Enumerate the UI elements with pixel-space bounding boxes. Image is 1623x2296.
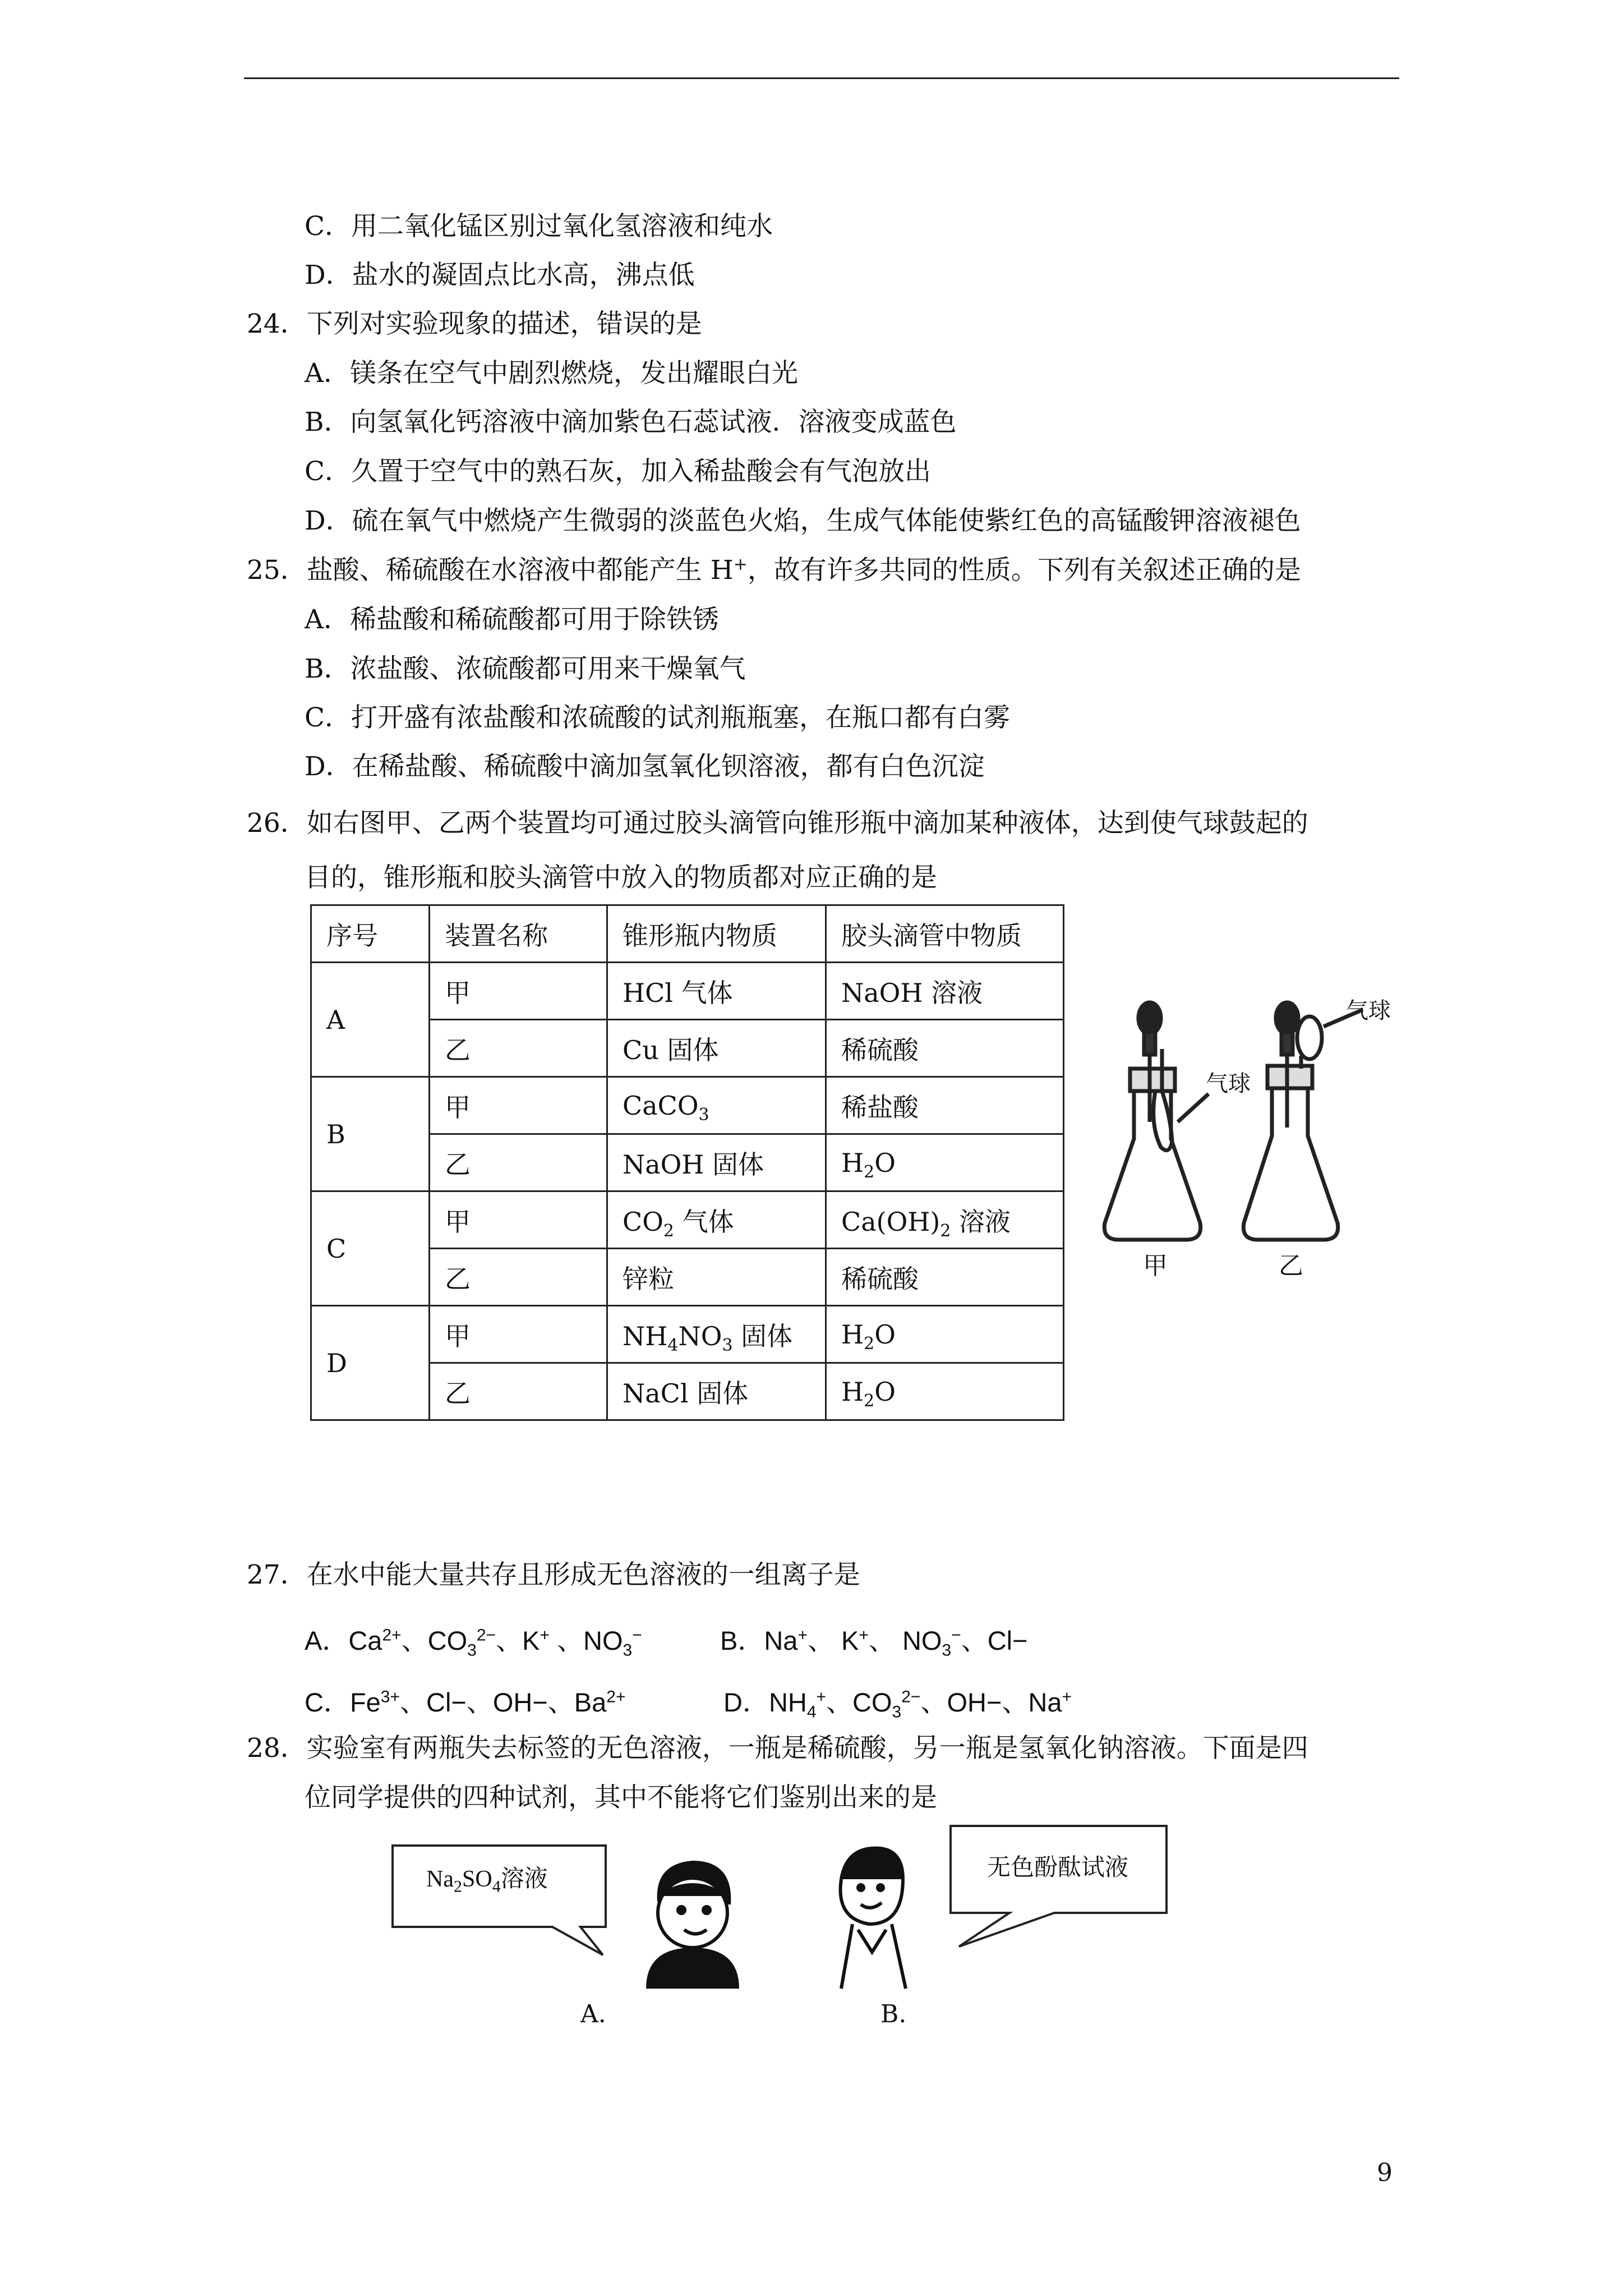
flask-yi-icon bbox=[1243, 1002, 1363, 1240]
table-row bbox=[311, 1191, 1064, 1249]
q25-stem: 25．盐酸、稀硫酸在水溶液中都能产生 H+，故有许多共同的性质。下列有关叙述正确的是 bbox=[247, 554, 1301, 586]
option-label: C bbox=[311, 1191, 430, 1306]
table-row bbox=[311, 1077, 1064, 1134]
flask-label-jia: 甲 bbox=[1143, 1251, 1168, 1280]
q27-stem: 27．在水中能大量共存且形成无色溶液的一组离子是 bbox=[247, 1559, 860, 1590]
table-cell: 甲 bbox=[430, 1191, 607, 1249]
table-cell: $Ca(OH)_2$ 溶液 bbox=[826, 1191, 1064, 1249]
header-cell: 胶头滴管中物质 bbox=[826, 905, 1064, 963]
q24-option-a: A．镁条在空气中剧烈燃烧，发出耀眼白光 bbox=[305, 358, 798, 389]
q27-option-b: B．Na+、 K+、 $NO_3^-$、Cl− bbox=[720, 1626, 1028, 1660]
table-cell: CaCO$_3$ bbox=[607, 1077, 826, 1134]
table-cell: Cu 固体 bbox=[607, 1020, 826, 1077]
table-cell: 锌粒 bbox=[607, 1249, 826, 1306]
table-cell: 乙 bbox=[430, 1134, 607, 1191]
header-cell: 序号 bbox=[311, 905, 430, 963]
q26-options-table bbox=[310, 904, 1064, 1421]
q24-option-d: D．硫在氧气中燃烧产生微弱的淡蓝色火焰，生成气体能使紫红色的高锰酸钾溶液褪色 bbox=[305, 505, 1301, 536]
q24-option-c: C．久置于空气中的熟石灰，加入稀盐酸会有气泡放出 bbox=[305, 456, 931, 487]
speech-bubble-a bbox=[390, 1843, 614, 1966]
balloon-label-2: 气球 bbox=[1346, 998, 1391, 1024]
flask-jia-icon bbox=[1104, 1002, 1209, 1240]
q23-option-c: C．用二氧化锰区别过氧化氢溶液和纯水 bbox=[305, 211, 773, 242]
q28-stem-line1: 28．实验室有两瓶失去标签的无色溶液，一瓶是稀硫酸，另一瓶是氢氧化钠溶液。下面是四 bbox=[247, 1733, 1308, 1764]
table-cell: 甲 bbox=[430, 1306, 607, 1363]
header-rule bbox=[244, 77, 1399, 79]
table-cell: NaOH 固体 bbox=[607, 1134, 826, 1191]
q28-stem-line2: 位同学提供的四种试剂，其中不能将它们鉴别出来的是 bbox=[305, 1782, 937, 1813]
table-cell: 稀硫酸 bbox=[826, 1249, 1064, 1306]
flask-label-yi: 乙 bbox=[1279, 1251, 1303, 1280]
q24-stem: 24．下列对实验现象的描述，错误的是 bbox=[247, 309, 702, 339]
table-cell: $CO_2$ 气体 bbox=[607, 1191, 826, 1249]
student-b-icon bbox=[819, 1840, 931, 1991]
table-cell: 乙 bbox=[430, 1249, 607, 1306]
q23-option-d: D．盐水的凝固点比水高，沸点低 bbox=[305, 260, 695, 291]
table-cell: 乙 bbox=[430, 1363, 607, 1420]
q27-option-a: A．$Ca^{2+}$、$CO_3^{2-}$、K+ 、$NO_3^-$ bbox=[305, 1626, 642, 1660]
speech-bubble-b bbox=[948, 1823, 1172, 1952]
bubble-b-text: 无色酚酞试液 bbox=[987, 1855, 1129, 1881]
table-row bbox=[311, 1306, 1064, 1363]
q28-label-b: B. bbox=[880, 2000, 907, 2028]
q25-option-a: A．稀盐酸和稀硫酸都可用于除铁锈 bbox=[305, 604, 719, 635]
q26-stem-line1: 26．如右图甲、乙两个装置均可通过胶头滴管向锥形瓶中滴加某种液体，达到使气球鼓起的 bbox=[247, 808, 1308, 839]
page-number: 9 bbox=[1377, 2159, 1393, 2187]
option-label: B bbox=[311, 1077, 430, 1191]
student-a-icon bbox=[625, 1851, 760, 1991]
q25-option-b: B．浓盐酸、浓硫酸都可用来干燥氧气 bbox=[305, 654, 746, 684]
table-cell: $H_2O$ bbox=[826, 1134, 1064, 1191]
q25-option-d: D．在稀盐酸、稀硫酸中滴加氢氧化钡溶液，都有白色沉淀 bbox=[305, 751, 985, 782]
table-cell: 稀硫酸 bbox=[826, 1020, 1064, 1077]
header-cell: 锥形瓶内物质 bbox=[607, 905, 826, 963]
q27-option-c: C．$Fe^{3+}$、Cl−、OH−、$Ba^{2+}$ bbox=[305, 1687, 626, 1717]
q25-option-c: C．打开盛有浓盐酸和浓硫酸的试剂瓶瓶塞，在瓶口都有白雾 bbox=[305, 702, 1010, 733]
table-header-row bbox=[311, 905, 1064, 963]
table-row bbox=[311, 963, 1064, 1020]
flask-apparatus-figure bbox=[1099, 993, 1413, 1285]
q27-option-d: D．$NH_4^+$、$CO_3^{2-}$、OH−、Na+ bbox=[723, 1687, 1072, 1722]
header-cell: 装置名称 bbox=[430, 905, 607, 963]
table-cell: $NH_4NO_3$ 固体 bbox=[607, 1306, 826, 1363]
option-label: A bbox=[311, 963, 430, 1077]
table-cell: 甲 bbox=[430, 1077, 607, 1134]
table-cell: NaCl 固体 bbox=[607, 1363, 826, 1420]
table-cell: $H_2O$ bbox=[826, 1363, 1064, 1420]
table-cell: HCl 气体 bbox=[607, 963, 826, 1020]
table-cell: 稀盐酸 bbox=[826, 1077, 1064, 1134]
q24-option-b: B．向氢氧化钙溶液中滴加紫色石蕊试液．溶液变成蓝色 bbox=[305, 407, 957, 438]
q28-label-a: A. bbox=[580, 2000, 606, 2028]
table-cell: $H_2O$ bbox=[826, 1306, 1064, 1363]
bubble-a-text: $Na_2SO_4$溶液 bbox=[426, 1866, 548, 1896]
table-cell: 甲 bbox=[430, 963, 607, 1020]
table-cell: 乙 bbox=[430, 1020, 607, 1077]
table-cell: NaOH 溶液 bbox=[826, 963, 1064, 1020]
option-label: D bbox=[311, 1306, 430, 1420]
q26-stem-line2: 目的，锥形瓶和胶头滴管中放入的物质都对应正确的是 bbox=[305, 862, 937, 893]
balloon-label-1: 气球 bbox=[1206, 1071, 1251, 1097]
